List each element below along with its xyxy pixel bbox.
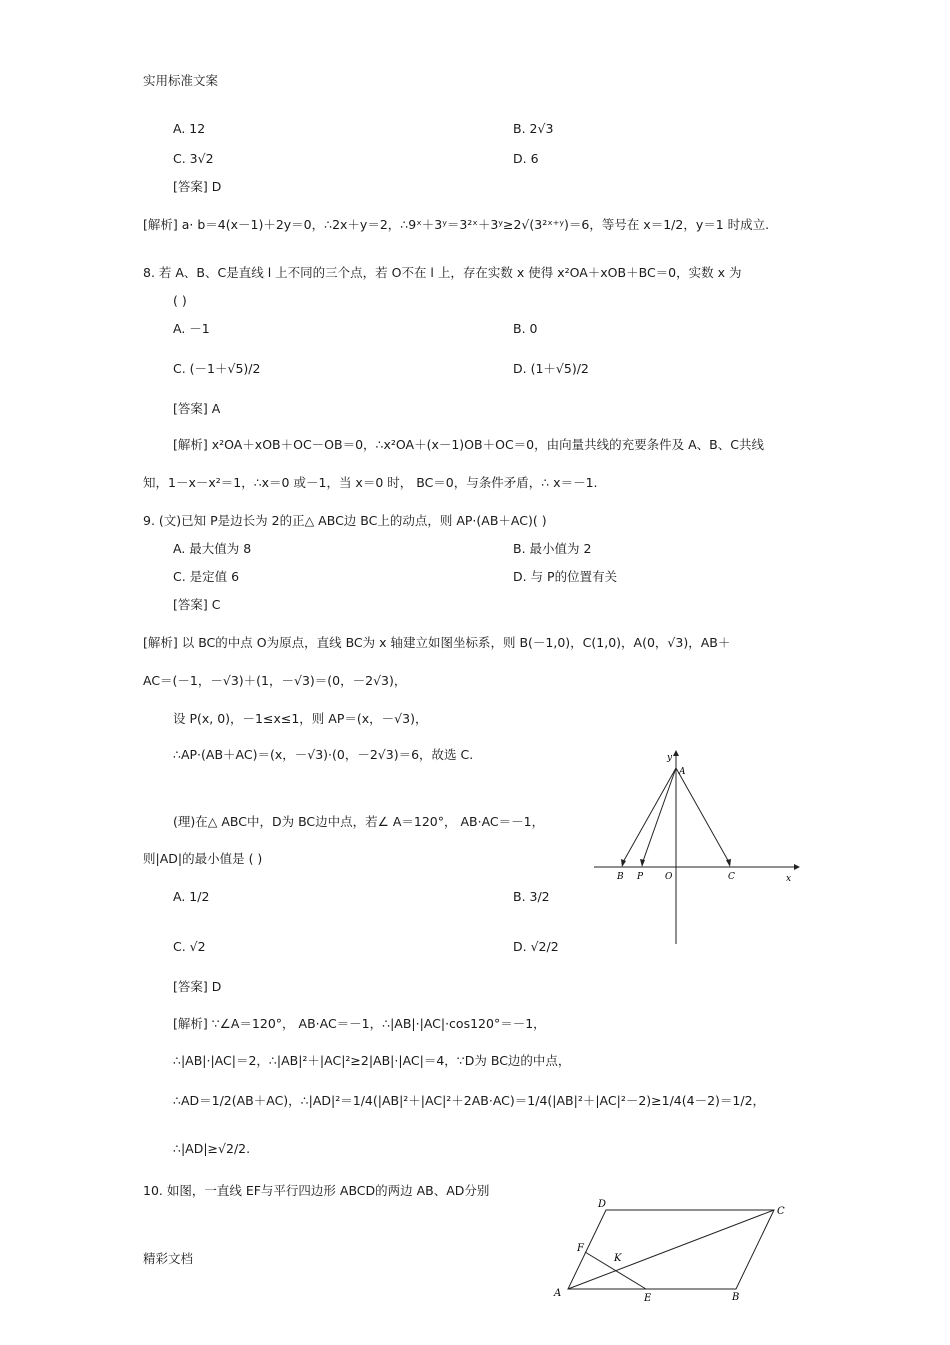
q8-option-a: A. －1 bbox=[173, 321, 210, 336]
q9-li-option-c: C. √2 bbox=[173, 939, 206, 954]
parallelogram-figure bbox=[548, 1195, 788, 1305]
label-c: C bbox=[728, 872, 735, 882]
q8-paren: ( ) bbox=[173, 293, 187, 308]
q9-analysis-line2: AC＝(－1，－√3)＋(1，－√3)＝(0，－2√3)， bbox=[143, 673, 407, 688]
q7-answer: [答案] D bbox=[173, 179, 222, 194]
arrowhead-b-icon bbox=[621, 859, 626, 867]
label-d: D bbox=[598, 1199, 607, 1210]
q9-option-b: B. 最小值为 2 bbox=[513, 541, 592, 556]
label-y: y bbox=[667, 753, 673, 763]
q9-analysis-line1: [解析] 以 BC的中点 O为原点，直线 BC为 x 轴建立如图坐标系，则 B(－1,0)，C(1,0)，A(0，√3)，AB＋ bbox=[143, 635, 731, 650]
segment-ap bbox=[642, 768, 676, 864]
q9-li-stem-line2: 则|AD|的最小值是 ( ) bbox=[143, 851, 263, 866]
arrowhead-p-icon bbox=[640, 859, 645, 867]
q8-option-c: C. (－1＋√5)/2 bbox=[173, 361, 261, 376]
q8-answer: [答案] A bbox=[173, 401, 221, 416]
q9-li-option-b: B. 3/2 bbox=[513, 889, 550, 904]
label-x: x bbox=[786, 874, 792, 884]
y-axis-arrow-icon bbox=[673, 750, 679, 756]
q7-option-d: D. 6 bbox=[513, 151, 539, 166]
q8-option-b: B. 0 bbox=[513, 321, 538, 336]
q9-li-option-d: D. √2/2 bbox=[513, 939, 559, 954]
label-a: A bbox=[554, 1288, 562, 1299]
q9-option-c: C. 是定值 6 bbox=[173, 569, 240, 584]
q8-stem: 8. 若 A、B、C是直线 l 上不同的三个点，若 O不在 l 上，存在实数 x 使得 x²OA＋xOB＋BC＝0，实数 x 为 bbox=[143, 265, 742, 280]
q8-analysis-line1: [解析] x²OA＋xOB＋OC－OB＝0，∴x²OA＋(x－1)OB＋OC＝0，由向量共线的充要条件及 A、B、C共线 bbox=[173, 437, 764, 452]
segment-ac bbox=[676, 768, 730, 864]
q9-answer: [答案] C bbox=[173, 597, 221, 612]
q9-analysis-line4: ∴AP·(AB＋AC)＝(x，－√3)·(0，－2√3)＝6，故选 C. bbox=[173, 747, 474, 762]
q9-li-analysis-line1: [解析] ∵∠A＝120°， AB·AC＝－1，∴|AB|·|AC|·cos120°＝－1， bbox=[173, 1016, 546, 1031]
q9-li-analysis-line4: ∴|AD|≥√2/2. bbox=[173, 1141, 251, 1156]
q10-stem: 10. 如图，一直线 EF与平行四边形 ABCD的两边 AB、AD分别 bbox=[143, 1183, 490, 1198]
q9-option-d: D. 与 P的位置有关 bbox=[513, 569, 618, 584]
q8-option-d: D. (1＋√5)/2 bbox=[513, 361, 589, 376]
page-header: 实用标准文案 bbox=[143, 73, 219, 88]
q9-li-answer: [答案] D bbox=[173, 979, 222, 994]
q9-option-a: A. 最大值为 8 bbox=[173, 541, 252, 556]
q9-li-stem-line1: (理)在△ ABC中，D为 BC边中点，若∠ A＝120°， AB·AC＝－1， bbox=[173, 814, 545, 829]
q9-stem: 9. (文)已知 P是边长为 2的正△ ABC边 BC上的动点，则 AP·(AB＋AC)( ) bbox=[143, 513, 547, 528]
q7-option-c: C. 3√2 bbox=[173, 151, 214, 166]
label-e: E bbox=[644, 1293, 652, 1304]
q7-option-a: A. 12 bbox=[173, 121, 206, 136]
label-c: C bbox=[777, 1206, 785, 1217]
q9-li-analysis-line2: ∴|AB|·|AC|＝2，∴|AB|²＋|AC|²≥2|AB|·|AC|＝4，∵D为 BC边的中点， bbox=[173, 1053, 571, 1068]
label-a: A bbox=[679, 767, 686, 777]
label-o: O bbox=[665, 872, 673, 882]
q7-analysis: [解析] a· b＝4(x－1)＋2y＝0，∴2x＋y＝2，∴9ˣ＋3ʸ＝3²ˣ＋3ʸ≥2√(3²ˣ⁺ʸ)＝6，等号在 x＝1/2，y＝1 时成立. bbox=[143, 217, 770, 232]
page-footer: 精彩文档 bbox=[143, 1251, 194, 1266]
q9-li-option-a: A. 1/2 bbox=[173, 889, 210, 904]
label-b: B bbox=[732, 1292, 740, 1303]
coordinate-figure bbox=[590, 748, 805, 948]
label-f: F bbox=[577, 1243, 584, 1254]
q7-option-b: B. 2√3 bbox=[513, 121, 554, 136]
label-k: K bbox=[614, 1253, 622, 1264]
label-b: B bbox=[617, 872, 624, 882]
label-p: P bbox=[637, 872, 644, 882]
arrowhead-c-icon bbox=[726, 859, 731, 867]
diagonal-ac bbox=[568, 1210, 774, 1289]
q9-li-analysis-line3: ∴AD＝1/2(AB＋AC)，∴|AD|²＝1/4(|AB|²＋|AC|²＋2AB·AC)＝1/4(|AB|²＋|AC|²－2)≥1/4(4－2)＝1/2， bbox=[173, 1093, 766, 1108]
segment-ab bbox=[622, 768, 676, 864]
q9-analysis-line3: 设 P(x, 0)，－1≤x≤1，则 AP＝(x，－√3)， bbox=[173, 711, 428, 726]
q8-analysis-line2: 知，1－x－x²＝1，∴x＝0 或－1，当 x＝0 时， BC＝0，与条件矛盾，∴ x＝－1. bbox=[143, 475, 598, 490]
x-axis-arrow-icon bbox=[794, 864, 800, 870]
